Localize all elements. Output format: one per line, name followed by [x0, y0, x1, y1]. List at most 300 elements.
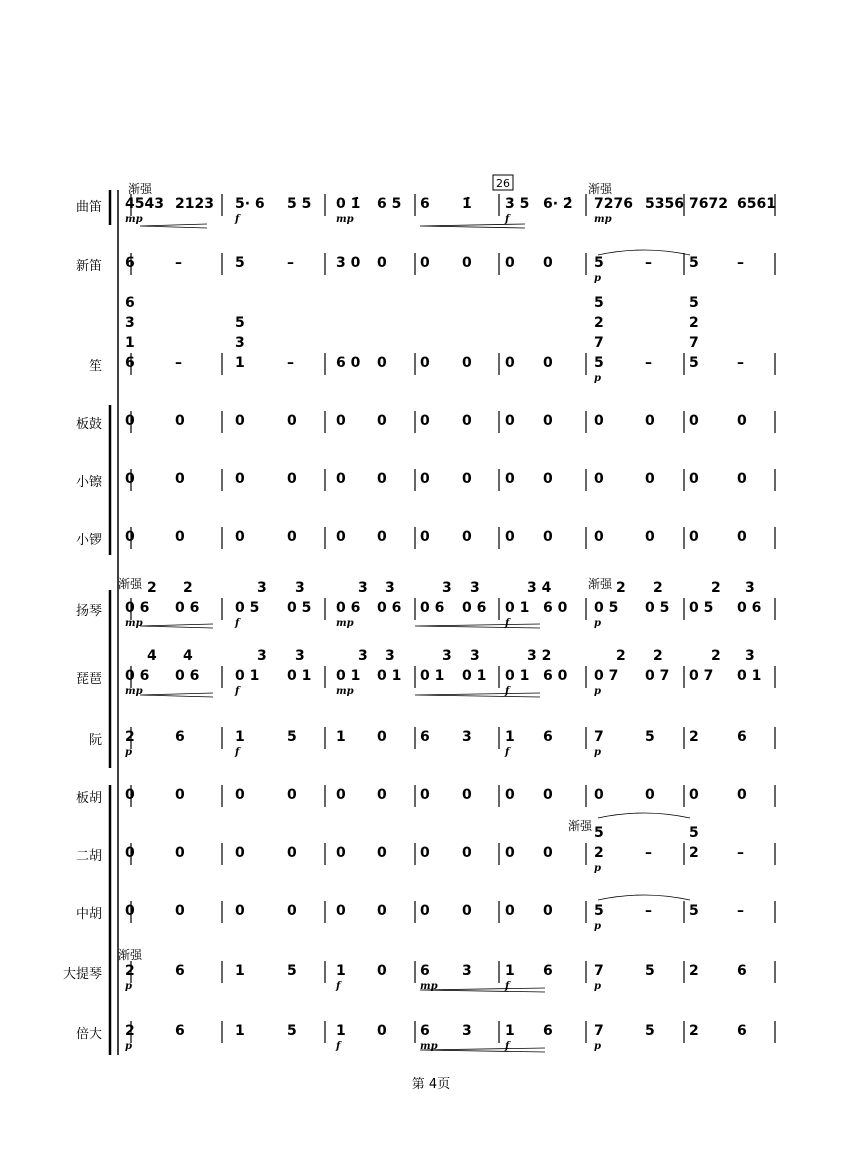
note: 2 — [594, 845, 604, 861]
instrument-name-pipa: 琵琶 — [75, 672, 102, 687]
dynamic-mark: mp — [336, 618, 354, 629]
note: 0 — [235, 529, 245, 545]
upper-note: 4 — [147, 648, 157, 664]
hairpin — [140, 224, 207, 228]
note: 0 — [543, 413, 553, 429]
crescendo-text: 渐强 — [588, 182, 613, 196]
note: 1 — [235, 729, 245, 745]
slur — [598, 250, 690, 255]
note: 0 6 — [420, 600, 445, 616]
chord-note: 6 — [125, 295, 135, 311]
dynamic-mark: p — [594, 747, 601, 758]
note: 0 — [462, 413, 472, 429]
note: 0 — [125, 787, 135, 803]
note: 0 — [420, 355, 430, 371]
note: 0 — [594, 471, 604, 487]
crescendo-text: 渐强 — [118, 948, 143, 962]
upper-note: 2 — [711, 580, 721, 596]
note: 0 — [125, 903, 135, 919]
note: 0 — [235, 903, 245, 919]
note: 0 — [543, 529, 553, 545]
upper-note: 2 — [653, 580, 663, 596]
upper-note: 2 — [653, 648, 663, 664]
note: 6· 2̇ — [543, 196, 573, 212]
chord-note: 3 — [125, 315, 135, 331]
dynamic-mark: mp — [420, 1041, 438, 1052]
note: 0 — [543, 355, 553, 371]
note: 6 — [420, 729, 430, 745]
note: 0 1 — [336, 668, 361, 684]
note: 0 — [377, 471, 387, 487]
note: 6 — [125, 355, 135, 371]
dynamic-mark: mp — [336, 686, 354, 697]
note: 0 — [689, 529, 699, 545]
note: 0 5 — [689, 600, 714, 616]
upper-note: 3 — [470, 580, 480, 596]
note: 0 — [336, 845, 346, 861]
instrument-name-sheng: 笙 — [88, 359, 102, 374]
dynamic-mark: mp — [336, 214, 354, 225]
note: 0 1 — [420, 668, 445, 684]
note: 1 — [235, 963, 245, 979]
note: 6 — [737, 1023, 747, 1039]
hairpin — [420, 1048, 545, 1052]
dynamic-mark: f — [336, 981, 341, 992]
dynamic-mark: p — [594, 273, 601, 284]
note: 5 — [235, 255, 245, 271]
note: 0 — [377, 255, 387, 271]
note: 5356 — [645, 196, 684, 212]
upper-note: 2 — [616, 648, 626, 664]
note: 0 — [420, 413, 430, 429]
note: 6 — [175, 1023, 185, 1039]
dynamic-mark: mp — [420, 981, 438, 992]
note: 1 — [336, 729, 346, 745]
note: 1̇ — [462, 196, 472, 212]
upper-note: 3 — [745, 648, 755, 664]
note: – — [737, 903, 744, 919]
note: 0 — [235, 787, 245, 803]
note: 0 — [645, 529, 655, 545]
note: 0 — [377, 787, 387, 803]
note: 5 — [645, 963, 655, 979]
note: 2 — [125, 729, 135, 745]
note: 0 — [175, 471, 185, 487]
note: 6 — [543, 729, 553, 745]
crescendo-text: 渐强 — [568, 819, 593, 833]
note: 6 — [420, 196, 430, 212]
note: 0 6 — [125, 668, 150, 684]
note: 0 — [336, 529, 346, 545]
note: 6561 — [737, 196, 776, 212]
note: 0 1 — [737, 668, 762, 684]
note: 0 — [336, 471, 346, 487]
hairpin — [140, 693, 213, 697]
instrument-name-zhonghu: 中胡 — [75, 907, 102, 922]
hairpin — [140, 624, 213, 628]
note: 0 — [175, 845, 185, 861]
note: 0 — [737, 787, 747, 803]
note: 0 — [175, 529, 185, 545]
upper-note: 3 — [358, 580, 368, 596]
dynamic-mark: p — [594, 921, 601, 932]
chord-note: 3 — [235, 335, 245, 351]
instrument-name-datiqin: 大提琴 — [62, 967, 102, 982]
note: 5 — [287, 1023, 297, 1039]
note: 6 0 — [543, 668, 568, 684]
upper-note: 3 — [385, 648, 395, 664]
note: 5 — [594, 903, 604, 919]
chord-note: 5 — [594, 295, 604, 311]
note: 0 5 — [594, 600, 619, 616]
dynamic-mark: p — [594, 618, 601, 629]
note: 2 — [125, 1023, 135, 1039]
note: 6 — [737, 963, 747, 979]
note: 7 — [594, 963, 604, 979]
dynamic-mark: p — [594, 863, 601, 874]
upper-note: 3 — [358, 648, 368, 664]
note: – — [175, 355, 182, 371]
note: 0 — [377, 1023, 387, 1039]
note: 3 — [462, 963, 472, 979]
note: 0 — [420, 845, 430, 861]
note: 0 — [175, 903, 185, 919]
note: 1 — [336, 1023, 346, 1039]
note: 6 0 — [543, 600, 568, 616]
note: 0 — [505, 255, 515, 271]
note: 0 — [645, 787, 655, 803]
note: 0 — [287, 787, 297, 803]
note: 0 — [462, 845, 472, 861]
chord-note: 1 — [125, 335, 135, 351]
note: 0 6 — [377, 600, 402, 616]
dynamic-mark: f — [505, 1041, 510, 1052]
dynamic-mark: mp — [594, 214, 612, 225]
note: 0 — [287, 529, 297, 545]
note: 0 — [175, 787, 185, 803]
upper-note: 2 — [147, 580, 157, 596]
page-number: 第 4页 — [411, 1077, 451, 1092]
crescendo-text: 渐强 — [588, 577, 613, 591]
note: 0 — [689, 413, 699, 429]
upper-note: 3 — [442, 580, 452, 596]
note: 0 — [336, 787, 346, 803]
note: 0 — [336, 413, 346, 429]
upper-note: 3 — [295, 580, 305, 596]
note: – — [645, 845, 652, 861]
dynamic-mark: f — [235, 747, 240, 758]
note: 0 6 — [336, 600, 361, 616]
note: 0 — [377, 903, 387, 919]
note: 0 1 — [235, 668, 260, 684]
note: 0 — [505, 355, 515, 371]
dynamic-mark: f — [505, 214, 510, 225]
note: 0 — [462, 471, 472, 487]
note: – — [645, 903, 652, 919]
note: 1 — [505, 963, 515, 979]
note: 6 — [543, 963, 553, 979]
upper-note: 4 — [183, 648, 193, 664]
note: 3 5 — [505, 196, 530, 212]
note: 0 — [125, 413, 135, 429]
note: 0 — [462, 903, 472, 919]
note: 0 — [505, 529, 515, 545]
note: 0 7 — [645, 668, 670, 684]
note: 0 — [287, 413, 297, 429]
note: 0 — [377, 729, 387, 745]
note: 0 — [594, 413, 604, 429]
instrument-name-qudi: 曲笛 — [75, 200, 102, 215]
note: 0 — [737, 529, 747, 545]
chord-note: 2 — [689, 315, 699, 331]
note: 0 — [594, 529, 604, 545]
chord-note: 5 — [594, 825, 604, 841]
note: 0 1 — [462, 668, 487, 684]
note: 0 — [689, 471, 699, 487]
note: – — [175, 255, 182, 271]
note: 1 — [336, 963, 346, 979]
note: 5 5 — [287, 196, 312, 212]
chord-note: 2 — [594, 315, 604, 331]
note: 0 5 — [287, 600, 312, 616]
note: 0 — [420, 787, 430, 803]
note: 4543 — [125, 196, 164, 212]
note: 6 — [420, 963, 430, 979]
note: 0 — [235, 413, 245, 429]
note: 0 6 — [125, 600, 150, 616]
note: – — [737, 255, 744, 271]
dynamic-mark: mp — [125, 686, 143, 697]
note: 1 — [505, 1023, 515, 1039]
instrument-name-xiaoluo: 小锣 — [75, 533, 102, 548]
note: 6 — [543, 1023, 553, 1039]
dynamic-mark: f — [505, 686, 510, 697]
instrument-name-yangqin: 扬琴 — [75, 604, 102, 619]
note: 0 — [377, 845, 387, 861]
upper-note: 3 — [295, 648, 305, 664]
slur — [598, 895, 690, 900]
dynamic-mark: p — [594, 686, 601, 697]
dynamic-mark: p — [125, 1041, 132, 1052]
note: – — [645, 355, 652, 371]
note: 7 — [594, 1023, 604, 1039]
note: 6 — [420, 1023, 430, 1039]
note: 0 — [543, 255, 553, 271]
instrument-name-xindi: 新笛 — [75, 259, 102, 274]
note: 5· 6 — [235, 196, 265, 212]
note: 0 — [175, 413, 185, 429]
note: 2 — [689, 963, 699, 979]
note: 0 — [594, 787, 604, 803]
note: 0 — [462, 529, 472, 545]
note: 0 — [505, 471, 515, 487]
note: 2 — [125, 963, 135, 979]
crescendo-text: 渐强 — [118, 577, 143, 591]
note: 0 1 — [377, 668, 402, 684]
note: 3 — [462, 1023, 472, 1039]
note: 0 — [377, 355, 387, 371]
note: 0 5 — [235, 600, 260, 616]
crescendo-text: 渐强 — [128, 182, 153, 196]
note: 0 — [543, 787, 553, 803]
note: 0 1 — [287, 668, 312, 684]
dynamic-mark: f — [336, 1041, 341, 1052]
chord-note: 5 — [235, 315, 245, 331]
note: 1 — [505, 729, 515, 745]
dynamic-mark: p — [125, 747, 132, 758]
upper-note: 3 — [257, 580, 267, 596]
note: – — [737, 845, 744, 861]
note: 3 0 — [336, 255, 361, 271]
note: 7276 — [594, 196, 633, 212]
note: 0 — [645, 413, 655, 429]
note: 6 0 — [336, 355, 361, 371]
note: 0 6 — [175, 600, 200, 616]
instrument-name-beida: 倍大 — [75, 1027, 102, 1042]
note: – — [287, 255, 294, 271]
dynamic-mark: mp — [125, 618, 143, 629]
note: 0 — [543, 903, 553, 919]
dynamic-mark: mp — [125, 214, 143, 225]
note: 0 — [287, 471, 297, 487]
note: 6 5 — [377, 196, 402, 212]
note: 5 — [287, 963, 297, 979]
note: 0 — [462, 355, 472, 371]
note: 0 — [420, 529, 430, 545]
note: 0 6 — [175, 668, 200, 684]
note: 2 — [689, 845, 699, 861]
instrument-name-xiaobo: 小镲 — [75, 475, 102, 490]
note: 5 — [645, 729, 655, 745]
note: 5 — [287, 729, 297, 745]
upper-note: 2 — [711, 648, 721, 664]
note: – — [287, 355, 294, 371]
note: 0 — [737, 471, 747, 487]
upper-note: 2 — [183, 580, 193, 596]
hairpin — [420, 988, 545, 992]
note: 1 — [235, 1023, 245, 1039]
note: 1 — [235, 355, 245, 371]
upper-note: 2 — [616, 580, 626, 596]
note: 0 — [505, 413, 515, 429]
note: 0 — [420, 903, 430, 919]
note: 0 — [125, 529, 135, 545]
note: 0 1̇ — [336, 196, 361, 212]
dynamic-mark: f — [235, 686, 240, 697]
chord-note: 7 — [594, 335, 604, 351]
note: 0 7 — [689, 668, 714, 684]
upper-note: 3 — [470, 648, 480, 664]
dynamic-mark: f — [235, 214, 240, 225]
dynamic-mark: p — [594, 1041, 601, 1052]
note: 0 — [543, 471, 553, 487]
note: 6 — [175, 963, 185, 979]
note: 0 5 — [645, 600, 670, 616]
dynamic-mark: p — [594, 373, 601, 384]
note: 0 — [287, 845, 297, 861]
note: 0 — [462, 255, 472, 271]
rehearsal-mark: 26 — [496, 177, 510, 190]
note: 0 — [377, 963, 387, 979]
note: 5 — [689, 355, 699, 371]
note: 0 — [125, 845, 135, 861]
note: – — [645, 255, 652, 271]
note: 0 — [125, 471, 135, 487]
note: 0 — [377, 413, 387, 429]
upper-note: 3 — [442, 648, 452, 664]
note: 2 — [689, 729, 699, 745]
note: 0 — [543, 845, 553, 861]
chord-note: 5 — [689, 825, 699, 841]
upper-note: 3 4 — [527, 580, 552, 596]
note: 0 6 — [737, 600, 762, 616]
slur — [598, 813, 690, 818]
dynamic-mark: f — [505, 618, 510, 629]
note: 6 — [737, 729, 747, 745]
note: 0 — [505, 787, 515, 803]
chord-note: 7 — [689, 335, 699, 351]
note: 5 — [594, 255, 604, 271]
note: 0 — [505, 903, 515, 919]
note: 0 1 — [505, 668, 530, 684]
note: 0 — [737, 413, 747, 429]
upper-note: 3 — [385, 580, 395, 596]
instrument-name-erhu: 二胡 — [75, 849, 102, 864]
hairpin — [415, 693, 540, 697]
upper-note: 3 — [257, 648, 267, 664]
note: 6 — [175, 729, 185, 745]
note: 0 6 — [462, 600, 487, 616]
note: 0 — [689, 787, 699, 803]
note: 0 — [420, 255, 430, 271]
dynamic-mark: f — [505, 981, 510, 992]
note: 0 — [377, 529, 387, 545]
note: 0 — [336, 903, 346, 919]
dynamic-mark: f — [235, 618, 240, 629]
hairpin — [420, 224, 525, 228]
note: 2123 — [175, 196, 214, 212]
note: 0 7 — [594, 668, 619, 684]
note: 0 — [420, 471, 430, 487]
note: 2 — [689, 1023, 699, 1039]
upper-note: 3 — [745, 580, 755, 596]
dynamic-mark: f — [505, 747, 510, 758]
chord-note: 5 — [689, 295, 699, 311]
note: 0 — [505, 845, 515, 861]
instrument-name-bangu: 板鼓 — [75, 417, 102, 432]
note: 7672 — [689, 196, 728, 212]
note: 6 — [125, 255, 135, 271]
note: – — [737, 355, 744, 371]
upper-note: 3 2 — [527, 648, 552, 664]
note: 0 — [287, 903, 297, 919]
note: 0 — [462, 787, 472, 803]
instrument-name-ruan: 阮 — [88, 733, 102, 748]
note: 5 — [689, 903, 699, 919]
dynamic-mark: p — [125, 981, 132, 992]
instrument-name-banhu: 板胡 — [75, 791, 102, 806]
note: 3 — [462, 729, 472, 745]
note: 0 — [235, 845, 245, 861]
note: 5 — [594, 355, 604, 371]
note: 0 1 — [505, 600, 530, 616]
note: 0 — [235, 471, 245, 487]
hairpin — [415, 624, 540, 628]
note: 0 — [645, 471, 655, 487]
dynamic-mark: p — [594, 981, 601, 992]
note: 7 — [594, 729, 604, 745]
note: 5 — [645, 1023, 655, 1039]
